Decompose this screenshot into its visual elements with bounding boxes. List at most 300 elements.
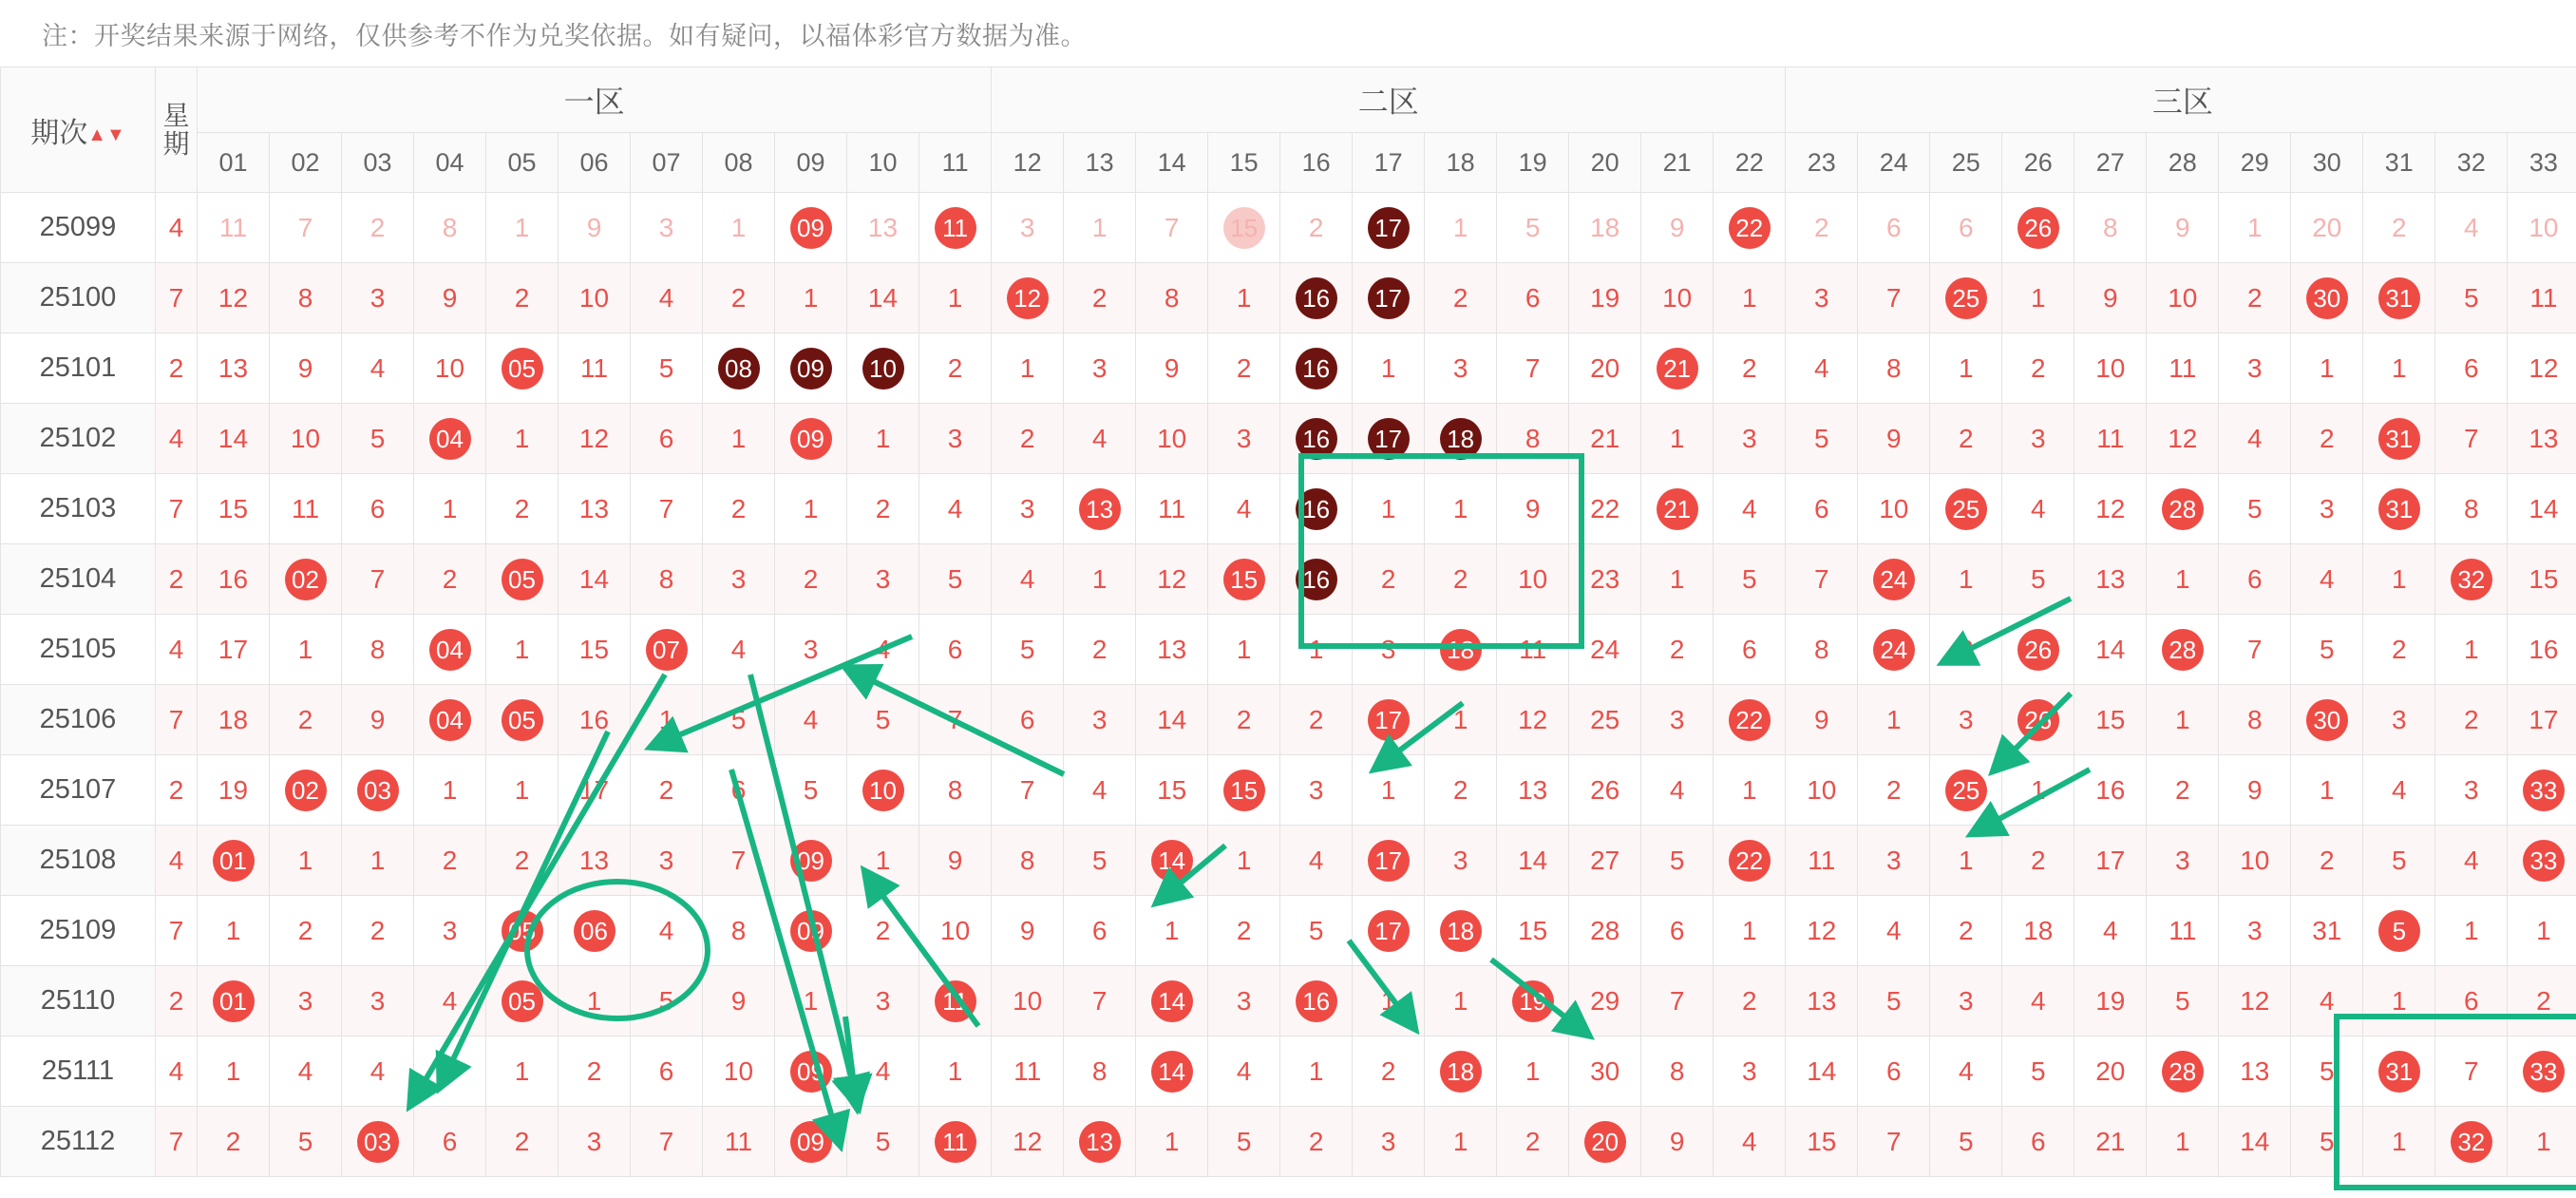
cell-29: 9 xyxy=(2219,755,2291,826)
table-row[interactable] xyxy=(1,685,2576,755)
cell-11: 1 xyxy=(919,1036,992,1107)
cell-18: 3 xyxy=(1425,333,1497,404)
cell-12: 12 xyxy=(992,1107,1064,1177)
cell-01 xyxy=(198,826,270,896)
number-header-18[interactable]: 18 xyxy=(1425,133,1497,193)
cell-23: 9 xyxy=(1786,685,1858,755)
cell-15: 1 xyxy=(1208,826,1280,896)
cell-08: 2 xyxy=(703,474,775,544)
row-qici[interactable]: 25103 xyxy=(1,474,156,544)
cell-22 xyxy=(1714,685,1786,755)
cell-07: 6 xyxy=(631,1036,703,1107)
cell-10: 5 xyxy=(847,685,919,755)
cell-30 xyxy=(2291,263,2363,333)
cell-12: 1 xyxy=(992,333,1064,404)
cell-13: 3 xyxy=(1064,333,1136,404)
cell-05 xyxy=(486,685,559,755)
cell-12 xyxy=(992,263,1064,333)
ball-21: 21 xyxy=(1657,488,1698,530)
cell-01: 11 xyxy=(198,193,270,263)
cell-04: 6 xyxy=(414,1107,486,1177)
header-qici[interactable]: 期次▲▼ xyxy=(1,67,156,193)
cell-22: 1 xyxy=(1714,755,1786,826)
cell-24: 7 xyxy=(1858,1107,1930,1177)
row-qici[interactable]: 25107 xyxy=(1,755,156,826)
cell-01: 13 xyxy=(198,333,270,404)
cell-33: 1 xyxy=(2508,896,2576,966)
cell-24: 6 xyxy=(1858,193,1930,263)
cell-15: 4 xyxy=(1208,474,1280,544)
cell-27: 14 xyxy=(2074,615,2147,685)
number-header-20[interactable]: 20 xyxy=(1569,133,1641,193)
cell-25 xyxy=(1930,474,2002,544)
cell-31: 1 xyxy=(2363,1107,2435,1177)
cell-13: 1 xyxy=(1064,193,1136,263)
ball-32: 32 xyxy=(2451,1121,2492,1163)
cell-07: 8 xyxy=(631,544,703,615)
cell-17: 3 xyxy=(1353,615,1425,685)
cell-08: 7 xyxy=(703,826,775,896)
number-header-09[interactable]: 09 xyxy=(775,133,847,193)
cell-07: 4 xyxy=(631,896,703,966)
cell-27: 21 xyxy=(2074,1107,2147,1177)
cell-09: 1 xyxy=(775,263,847,333)
zone-header-2: 二区 xyxy=(992,67,1786,133)
cell-04: 3 xyxy=(414,896,486,966)
ball-04: 04 xyxy=(429,699,471,741)
cell-11: 6 xyxy=(919,615,992,685)
row-qici[interactable]: 25106 xyxy=(1,685,156,755)
cell-28: 2 xyxy=(2147,755,2219,826)
cell-06: 10 xyxy=(559,263,631,333)
number-header-30[interactable]: 30 xyxy=(2291,133,2363,193)
number-header-01[interactable]: 01 xyxy=(198,133,270,193)
ball-20: 20 xyxy=(1584,1121,1626,1163)
cell-10: 13 xyxy=(847,193,919,263)
ball-28: 28 xyxy=(2162,488,2204,530)
row-qici[interactable]: 25111 xyxy=(1,1036,156,1107)
cell-10: 3 xyxy=(847,544,919,615)
cell-03: 6 xyxy=(342,474,414,544)
row-week: 2 xyxy=(156,544,198,615)
cell-02: 10 xyxy=(270,404,342,474)
number-header-13[interactable]: 13 xyxy=(1064,133,1136,193)
cell-11: 10 xyxy=(919,896,992,966)
cell-16 xyxy=(1280,263,1353,333)
row-week: 7 xyxy=(156,474,198,544)
cell-06: 1 xyxy=(559,966,631,1036)
cell-05: 2 xyxy=(486,826,559,896)
number-header-16[interactable]: 16 xyxy=(1280,133,1353,193)
cell-19: 11 xyxy=(1497,615,1569,685)
ball-14: 14 xyxy=(1151,840,1193,882)
number-header-03[interactable]: 03 xyxy=(342,133,414,193)
cell-14 xyxy=(1136,966,1208,1036)
cell-09 xyxy=(775,193,847,263)
cell-02: 5 xyxy=(270,1107,342,1177)
cell-08: 10 xyxy=(703,1036,775,1107)
cell-22: 3 xyxy=(1714,1036,1786,1107)
number-header-26[interactable]: 26 xyxy=(2002,133,2074,193)
cell-01: 18 xyxy=(198,685,270,755)
cell-10: 2 xyxy=(847,896,919,966)
row-qici[interactable]: 25112 xyxy=(1,1107,156,1177)
sort-arrow-icon[interactable]: ▲▼ xyxy=(87,127,125,143)
number-header-27[interactable]: 27 xyxy=(2074,133,2147,193)
cell-01: 15 xyxy=(198,474,270,544)
cell-31 xyxy=(2363,263,2435,333)
cell-14: 13 xyxy=(1136,615,1208,685)
row-qici[interactable]: 25099 xyxy=(1,193,156,263)
ball-06: 06 xyxy=(574,910,616,952)
cell-17: 1 xyxy=(1353,755,1425,826)
cell-25: 3 xyxy=(1930,685,2002,755)
table-row[interactable] xyxy=(1,1036,2576,1107)
number-header-04[interactable]: 04 xyxy=(414,133,486,193)
cell-14: 12 xyxy=(1136,544,1208,615)
cell-26: 2 xyxy=(2002,333,2074,404)
cell-05 xyxy=(486,333,559,404)
cell-16 xyxy=(1280,544,1353,615)
cell-03: 7 xyxy=(342,544,414,615)
number-header-05[interactable]: 05 xyxy=(486,133,559,193)
number-header-02[interactable]: 02 xyxy=(270,133,342,193)
cell-15: 3 xyxy=(1208,966,1280,1036)
cell-11: 8 xyxy=(919,755,992,826)
ball-26: 26 xyxy=(2017,699,2059,741)
cell-30: 5 xyxy=(2291,615,2363,685)
ball-16: 16 xyxy=(1296,559,1337,600)
ball-16: 16 xyxy=(1296,980,1337,1022)
ball-10: 10 xyxy=(862,348,904,390)
ball-16: 16 xyxy=(1296,488,1337,530)
row-qici[interactable]: 25110 xyxy=(1,966,156,1036)
cell-31: 3 xyxy=(2363,685,2435,755)
number-header-31[interactable]: 31 xyxy=(2363,133,2435,193)
cell-23: 10 xyxy=(1786,755,1858,826)
cell-16: 3 xyxy=(1280,755,1353,826)
cell-28: 11 xyxy=(2147,896,2219,966)
cell-02: 2 xyxy=(270,896,342,966)
cell-17 xyxy=(1353,193,1425,263)
cell-01: 17 xyxy=(198,615,270,685)
cell-06: 13 xyxy=(559,474,631,544)
cell-09 xyxy=(775,1036,847,1107)
cell-05: 1 xyxy=(486,404,559,474)
cell-17: 1 xyxy=(1353,474,1425,544)
cell-20: 26 xyxy=(1569,755,1641,826)
cell-08 xyxy=(703,333,775,404)
table-row[interactable] xyxy=(1,966,2576,1036)
cell-16: 1 xyxy=(1280,615,1353,685)
cell-24 xyxy=(1858,544,1930,615)
row-week: 2 xyxy=(156,966,198,1036)
cell-09: 3 xyxy=(775,615,847,685)
table-row[interactable] xyxy=(1,896,2576,966)
cell-33: 1 xyxy=(2508,1107,2576,1177)
ball-16: 16 xyxy=(1296,418,1337,460)
cell-14: 8 xyxy=(1136,263,1208,333)
cell-25: 1 xyxy=(1930,544,2002,615)
ball-02: 02 xyxy=(285,559,327,600)
cell-24: 8 xyxy=(1858,333,1930,404)
cell-22 xyxy=(1714,826,1786,896)
cell-12: 6 xyxy=(992,685,1064,755)
cell-14: 15 xyxy=(1136,755,1208,826)
ball-15: 15 xyxy=(1223,559,1265,600)
lottery-table-body xyxy=(1,193,2576,1177)
table-row[interactable] xyxy=(1,615,2576,685)
cell-03: 8 xyxy=(342,615,414,685)
cell-02: 3 xyxy=(270,966,342,1036)
cell-27: 15 xyxy=(2074,685,2147,755)
cell-24: 3 xyxy=(1858,826,1930,896)
table-row[interactable] xyxy=(1,193,2576,263)
cell-25: 1 xyxy=(1930,826,2002,896)
cell-08: 9 xyxy=(703,966,775,1036)
cell-30: 20 xyxy=(2291,193,2363,263)
cell-06: 12 xyxy=(559,404,631,474)
cell-31 xyxy=(2363,474,2435,544)
cell-10 xyxy=(847,333,919,404)
cell-19: 12 xyxy=(1497,685,1569,755)
number-header-24[interactable]: 24 xyxy=(1858,133,1930,193)
cell-19: 7 xyxy=(1497,333,1569,404)
ball-31: 31 xyxy=(2378,277,2420,319)
row-qici[interactable]: 25101 xyxy=(1,333,156,404)
cell-20 xyxy=(1569,1107,1641,1177)
cell-01 xyxy=(198,966,270,1036)
cell-29: 3 xyxy=(2219,333,2291,404)
ball-03: 03 xyxy=(357,1121,399,1163)
cell-18 xyxy=(1425,615,1497,685)
ball-25: 25 xyxy=(1945,277,1987,319)
cell-25: 4 xyxy=(1930,1036,2002,1107)
cell-27: 13 xyxy=(2074,544,2147,615)
cell-17 xyxy=(1353,685,1425,755)
cell-12: 11 xyxy=(992,1036,1064,1107)
cell-16: 2 xyxy=(1280,685,1353,755)
cell-30: 2 xyxy=(2291,404,2363,474)
cell-10: 5 xyxy=(847,1107,919,1177)
number-header-25[interactable]: 25 xyxy=(1930,133,2002,193)
ball-17: 17 xyxy=(1368,418,1410,460)
cell-30: 5 xyxy=(2291,1107,2363,1177)
number-header-12[interactable]: 12 xyxy=(992,133,1064,193)
number-header-14[interactable]: 14 xyxy=(1136,133,1208,193)
row-qici[interactable]: 25109 xyxy=(1,896,156,966)
row-qici[interactable]: 25104 xyxy=(1,544,156,615)
cell-25 xyxy=(1930,755,2002,826)
table-row[interactable] xyxy=(1,333,2576,404)
table-row[interactable] xyxy=(1,1107,2576,1177)
table-row[interactable] xyxy=(1,755,2576,826)
cell-27: 8 xyxy=(2074,193,2147,263)
table-row[interactable] xyxy=(1,474,2576,544)
number-header-23[interactable]: 23 xyxy=(1786,133,1858,193)
cell-08: 8 xyxy=(703,896,775,966)
cell-33 xyxy=(2508,1036,2576,1107)
cell-10: 4 xyxy=(847,1036,919,1107)
cell-01: 19 xyxy=(198,755,270,826)
number-header-10[interactable]: 10 xyxy=(847,133,919,193)
table-row[interactable] xyxy=(1,404,2576,474)
cell-05 xyxy=(486,896,559,966)
cell-13 xyxy=(1064,474,1136,544)
cell-08: 6 xyxy=(703,755,775,826)
cell-30: 5 xyxy=(2291,1036,2363,1107)
ball-09: 09 xyxy=(790,1051,832,1093)
cell-01: 12 xyxy=(198,263,270,333)
row-week: 4 xyxy=(156,404,198,474)
cell-05: 1 xyxy=(486,193,559,263)
cell-06: 11 xyxy=(559,333,631,404)
cell-07: 2 xyxy=(631,755,703,826)
cell-26: 5 xyxy=(2002,1036,2074,1107)
ball-05: 05 xyxy=(502,699,543,741)
row-week: 7 xyxy=(156,685,198,755)
cell-09 xyxy=(775,826,847,896)
cell-21: 5 xyxy=(1641,826,1714,896)
ball-11: 11 xyxy=(935,207,976,249)
cell-27: 19 xyxy=(2074,966,2147,1036)
cell-18: 1 xyxy=(1425,193,1497,263)
disclaimer-note: 注：开奖结果来源于网络，仅供参考不作为兑奖依据。如有疑问，以福体彩官方数据为准。 xyxy=(0,0,2576,67)
cell-07 xyxy=(631,615,703,685)
cell-15: 5 xyxy=(1208,1107,1280,1177)
cell-15: 3 xyxy=(1208,404,1280,474)
cell-29: 2 xyxy=(2219,263,2291,333)
cell-33: 10 xyxy=(2508,193,2576,263)
number-header-28[interactable]: 28 xyxy=(2147,133,2219,193)
number-header-29[interactable]: 29 xyxy=(2219,133,2291,193)
cell-12: 3 xyxy=(992,474,1064,544)
number-header-07[interactable]: 07 xyxy=(631,133,703,193)
cell-07: 7 xyxy=(631,474,703,544)
cell-06: 3 xyxy=(559,1107,631,1177)
cell-09 xyxy=(775,1107,847,1177)
cell-17: 3 xyxy=(1353,1107,1425,1177)
cell-11: 1 xyxy=(919,263,992,333)
number-header-08[interactable]: 08 xyxy=(703,133,775,193)
ball-31: 31 xyxy=(2378,488,2420,530)
cell-24: 5 xyxy=(1858,966,1930,1036)
ball-21: 21 xyxy=(1657,348,1698,390)
ball-03: 03 xyxy=(357,770,399,811)
cell-01: 14 xyxy=(198,404,270,474)
cell-03 xyxy=(342,755,414,826)
cell-28 xyxy=(2147,474,2219,544)
cell-08: 5 xyxy=(703,685,775,755)
number-header-06[interactable]: 06 xyxy=(559,133,631,193)
cell-23: 5 xyxy=(1786,404,1858,474)
number-header-21[interactable]: 21 xyxy=(1641,133,1714,193)
ball-07: 07 xyxy=(646,629,688,671)
cell-20: 24 xyxy=(1569,615,1641,685)
cell-26: 1 xyxy=(2002,263,2074,333)
cell-11: 2 xyxy=(919,333,992,404)
cell-21: 3 xyxy=(1641,685,1714,755)
cell-04: 8 xyxy=(414,193,486,263)
ball-18: 18 xyxy=(1440,418,1482,460)
cell-18 xyxy=(1425,1036,1497,1107)
cell-03: 3 xyxy=(342,263,414,333)
cell-32: 2 xyxy=(2435,685,2508,755)
cell-24: 7 xyxy=(1858,263,1930,333)
table-row[interactable] xyxy=(1,544,2576,615)
cell-33: 12 xyxy=(2508,333,2576,404)
cell-25: 2 xyxy=(1930,404,2002,474)
cell-04 xyxy=(414,685,486,755)
cell-28: 3 xyxy=(2147,826,2219,896)
row-qici[interactable]: 25102 xyxy=(1,404,156,474)
zone-header-3: 三区 xyxy=(1786,67,2576,133)
cell-08: 1 xyxy=(703,404,775,474)
cell-21: 10 xyxy=(1641,263,1714,333)
cell-29: 10 xyxy=(2219,826,2291,896)
cell-23: 2 xyxy=(1786,193,1858,263)
cell-17: 1 xyxy=(1353,333,1425,404)
ball-19: 19 xyxy=(1512,980,1554,1022)
cell-21: 8 xyxy=(1641,1036,1714,1107)
cell-16: 2 xyxy=(1280,193,1353,263)
number-header-11[interactable]: 11 xyxy=(919,133,992,193)
cell-12: 8 xyxy=(992,826,1064,896)
row-qici[interactable]: 25105 xyxy=(1,615,156,685)
cell-28: 11 xyxy=(2147,333,2219,404)
lottery-table-wrap xyxy=(0,67,2576,1177)
cell-17: 2 xyxy=(1353,544,1425,615)
row-week: 4 xyxy=(156,193,198,263)
table-row[interactable] xyxy=(1,263,2576,333)
cell-31: 1 xyxy=(2363,966,2435,1036)
ball-13: 13 xyxy=(1079,488,1121,530)
cell-01: 1 xyxy=(198,896,270,966)
cell-14 xyxy=(1136,826,1208,896)
cell-02: 11 xyxy=(270,474,342,544)
ball-31: 31 xyxy=(2378,1051,2420,1093)
cell-08: 11 xyxy=(703,1107,775,1177)
cell-19: 13 xyxy=(1497,755,1569,826)
cell-19: 8 xyxy=(1497,404,1569,474)
cell-07: 5 xyxy=(631,333,703,404)
row-qici[interactable]: 25108 xyxy=(1,826,156,896)
row-qici[interactable]: 25100 xyxy=(1,263,156,333)
number-header-15[interactable]: 15 xyxy=(1208,133,1280,193)
row-week: 4 xyxy=(156,1036,198,1107)
cell-02: 8 xyxy=(270,263,342,333)
cell-31: 1 xyxy=(2363,333,2435,404)
cell-20: 25 xyxy=(1569,685,1641,755)
number-header-17[interactable]: 17 xyxy=(1353,133,1425,193)
cell-31 xyxy=(2363,1036,2435,1107)
cell-25: 2 xyxy=(1930,896,2002,966)
cell-07: 3 xyxy=(631,193,703,263)
cell-29: 8 xyxy=(2219,685,2291,755)
number-header-33[interactable]: 33 xyxy=(2508,133,2576,193)
cell-07: 7 xyxy=(631,1107,703,1177)
number-header-19[interactable]: 19 xyxy=(1497,133,1569,193)
cell-30: 1 xyxy=(2291,333,2363,404)
cell-27: 20 xyxy=(2074,1036,2147,1107)
number-header-22[interactable]: 22 xyxy=(1714,133,1786,193)
ball-30: 30 xyxy=(2306,699,2348,741)
cell-20: 28 xyxy=(1569,896,1641,966)
number-header-32[interactable]: 32 xyxy=(2435,133,2508,193)
table-row[interactable] xyxy=(1,826,2576,896)
cell-20: 20 xyxy=(1569,333,1641,404)
ball-28: 28 xyxy=(2162,1051,2204,1093)
